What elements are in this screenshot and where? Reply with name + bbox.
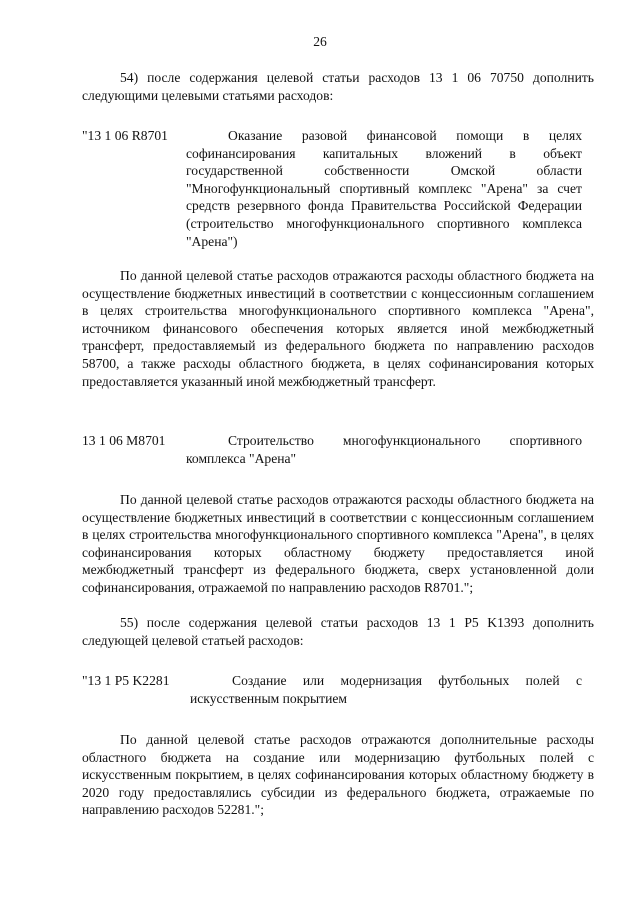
- entry-2-description: По данной целевой статье расходов отражаются расходы областного бюджета на осуществление бюджетных инвестиций в соответствии с концессионным соглашением в целях строительства многофункционального спортивного комплекса "Арена", в целях софинансирования которых областному бюджету предоставляется иной межбюджетный трансферт из федерального бюджета, сверх установленной доли софинансирования, отражаемой по направлению расходов R8701.";: [82, 492, 594, 595]
- item-55-intro: 55) после содержания целевой статьи расходов 13 1 P5 K1393 дополнить следующей целевой статьей расходов:: [82, 615, 594, 648]
- entry-1-code: "13 1 06 R8701: [82, 128, 168, 143]
- entry-1-title: Оказание разовой финансовой помощи в целях софинансирования капитальных вложений в объект государственной собственности Омской области "Многофункциональный спортивный комплекс "Арена" за счет средств резервного фонда Правительства Российской Федерации (строительство многофункционального спортивного комплекса "Арена"): [186, 128, 582, 249]
- entry-1-description: По данной целевой статье расходов отражаются расходы областного бюджета на осуществление бюджетных инвестиций в соответствии с концессионным соглашением в целях строительства многофункционального спортивного комплекса "Арена", источником финансового обеспечения которых является иной межбюджетный трансферт, предоставляемый из федерального бюджета по направлению расходов 58700, а также расходы областного бюджета, в целях софинансирования которых предоставляется указанный иной межбюджетный трансферт.: [82, 268, 594, 389]
- entry-2-code: 13 1 06 M8701: [82, 433, 166, 448]
- entry-3-code: "13 1 P5 K2281: [82, 673, 170, 688]
- entry-3-title: Создание или модернизация футбольных полей с искусственным покрытием: [190, 673, 582, 706]
- entry-3-description: По данной целевой статье расходов отражаются дополнительные расходы областного бюджета на создание или модернизацию футбольных полей с искусственным покрытием, в целях софинансирования которых областному бюджету в 2020 году предоставлялись субсидии из федерального бюджета, отражаемые по направлению расходов 52281.";: [82, 732, 594, 818]
- item-54-intro: 54) после содержания целевой статьи расходов 13 1 06 70750 дополнить следующими целевыми статьями расходов:: [82, 70, 594, 103]
- entry-2-title: Строительство многофункционального спортивного комплекса "Арена": [186, 433, 582, 466]
- page-number: 26: [313, 34, 327, 49]
